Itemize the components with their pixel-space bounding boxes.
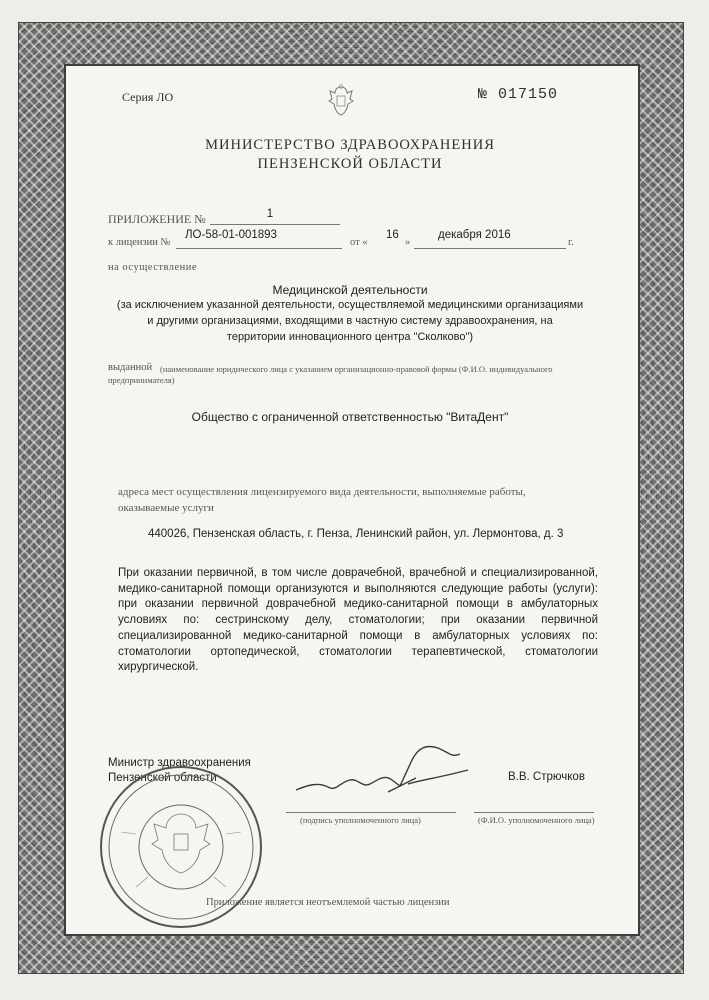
issued-note: (наименование юридического лица с указанием организационно-правовой формы (Ф.И.О. индивидуального: [160, 364, 553, 374]
signatory-position-line1: Министр здравоохранения: [108, 757, 251, 769]
coat-of-arms-icon: [326, 84, 356, 118]
annex-number: 1: [266, 208, 274, 220]
signatory-position-line2: Пензенской области: [108, 772, 217, 784]
activity-line3: территории инновационного центра "Сколково"): [226, 331, 474, 343]
ministry-title-line1: МИНИСТЕРСТВО ЗДРАВООХРАНЕНИЯ: [205, 137, 495, 153]
date-from-label: от «: [350, 237, 368, 248]
ministry-title-line2: ПЕНЗЕНСКОЙ ОБЛАСТИ: [257, 156, 443, 172]
date-underline: [414, 248, 566, 249]
name-line: [474, 812, 594, 813]
issued-note-continued: предпринимателя): [108, 375, 175, 385]
date-close-quote: »: [405, 237, 411, 248]
signature-line: [286, 812, 456, 813]
activity-title: Медицинской деятельности: [272, 283, 428, 297]
document-number: № 017150: [478, 86, 559, 103]
year-suffix: г.: [568, 237, 574, 248]
signature-caption: (подпись уполномоченного лица): [300, 815, 421, 825]
works-description: При оказании первичной, в том числе доврачебной, врачебной и специализированной, медико-санитарной помощи организуются и выполняются следующие работы (услуги): при оказании первичной доврачебной медико-санитарной помощи в амбулаторных условиях по: сестринскому делу, стоматологии; при оказании первичной специализированной медико-санитарной помощи в амбулаторных условиях по: стоматологии ортопедической, стоматологии терапевтической, стоматологии хирургической.: [118, 567, 598, 674]
activity-label: на осуществление: [108, 262, 198, 273]
annex-footer-note: Приложение является неотъемлемой частью лицензии: [206, 897, 450, 908]
name-caption: (Ф.И.О. уполномоченного лица): [478, 815, 595, 825]
address-label-line1: адреса мест осуществления лицензируемого вида деятельности, выполняемые работы,: [118, 486, 526, 498]
activity-line1: (за исключением указанной деятельности, осуществляемой медицинскими организациями: [116, 299, 584, 311]
license-underline: [176, 248, 342, 249]
series-label: Серия ЛО: [122, 90, 174, 104]
issued-label: выданной: [108, 362, 153, 373]
annex-underline: [210, 224, 340, 225]
organization-name: Общество с ограниченной ответственностью "ВитаДент": [191, 410, 509, 424]
address-label-line2: оказываемые услуги: [118, 502, 214, 514]
signature-scribble-icon: [288, 740, 478, 812]
license-number: ЛО-58-01-001893: [185, 229, 277, 241]
annex-label: ПРИЛОЖЕНИЕ №: [108, 212, 206, 226]
license-month-year: декабря 2016: [438, 229, 511, 241]
activity-line2: и другими организациями, входящими в частную систему здравоохранения, на: [147, 315, 553, 327]
signer-name: В.В. Стрючков: [508, 771, 585, 783]
license-label: к лицензии №: [108, 237, 171, 248]
address-value: 440026, Пензенская область, г. Пенза, Ленинский район, ул. Лермонтова, д. 3: [148, 528, 564, 540]
license-day: 16: [386, 229, 399, 241]
